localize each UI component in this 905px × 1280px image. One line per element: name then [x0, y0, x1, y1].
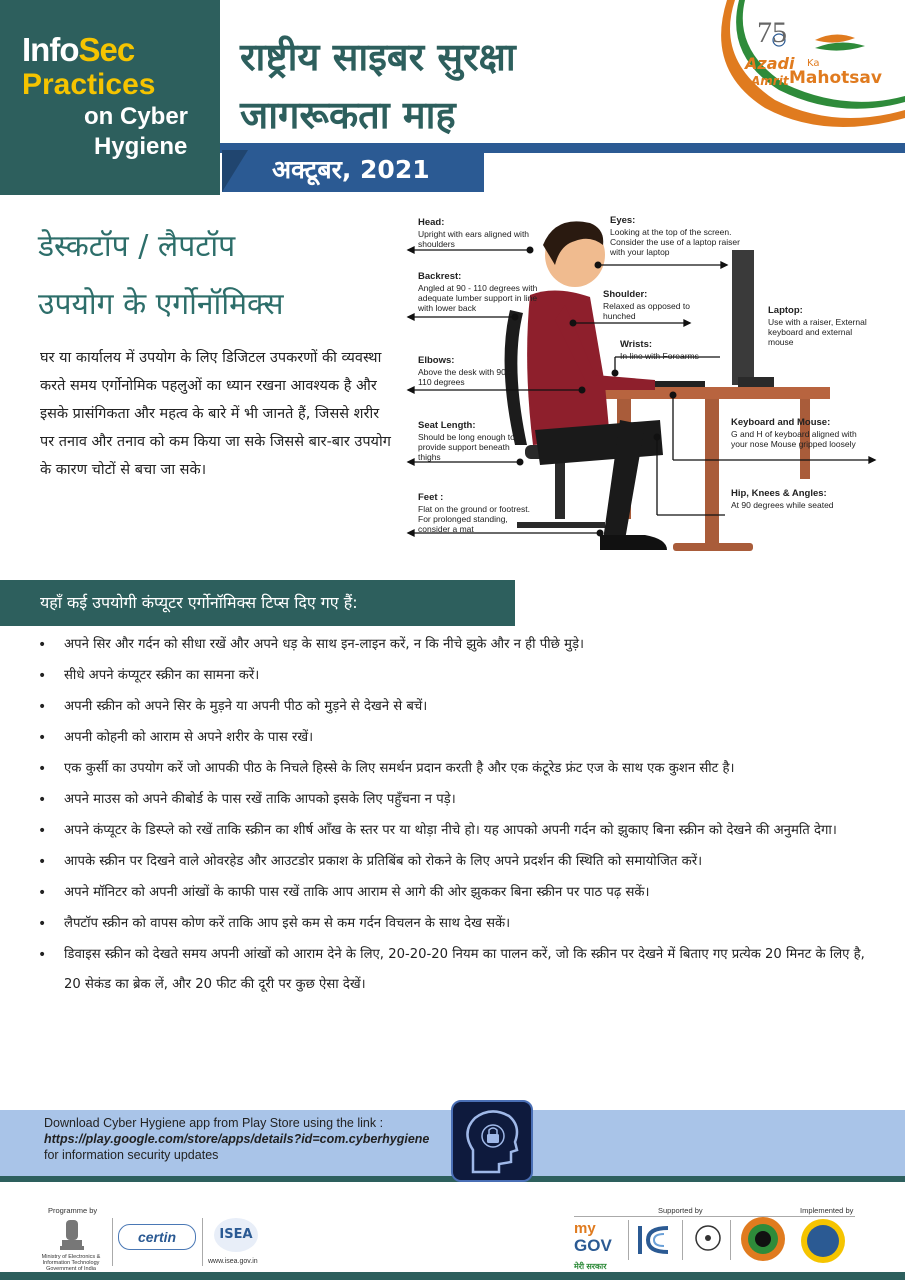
- isea-logo: ISEA: [214, 1218, 258, 1252]
- list-item: • अपने सिर और गर्दन को सीधा रखें और अपने धड़ के साथ इन-लाइन करें, न कि नीचे झुके और न ही पीछे मुड़े।: [38, 630, 878, 660]
- logo-divider: [112, 1218, 113, 1266]
- list-item: • एक कुर्सी का उपयोग करें जो आपकी पीठ के निचले हिस्से के लिए समर्थन प्रदान करती है और एक कंटूरेड फ्रंट एज के साथ एक कुशन सीट है।: [38, 754, 878, 784]
- ergonomics-diagram: [405, 205, 905, 565]
- download-line-suffix: for information security updates: [44, 1148, 219, 1162]
- ic-logo-icon: [634, 1220, 678, 1260]
- tips-banner-text: यहाँ कई उपयोगी कंप्यूटर एर्गोनॉमिक्स टिप्स दिए गए हैं:: [40, 593, 358, 612]
- head-lock-icon: [453, 1102, 531, 1180]
- page-title-line1: राष्ट्रीय साइबर सुरक्षा: [240, 35, 516, 79]
- list-item: • आपके स्क्रीन पर दिखने वाले ओवरहेड और आउटडोर प्रकाश के प्रतिबिंब को रोकने के लिए अपने प्रदर्शन की स्थिति को समायोजित करें।: [38, 847, 878, 877]
- label-head: Head: Upright with ears aligned with shoulders: [418, 217, 530, 249]
- logo-amrit: Amrit: [751, 74, 789, 88]
- mygov-my: my: [574, 1220, 596, 1237]
- list-item: • डिवाइस स्क्रीन को देखते समय अपनी आंखों को आराम देने के लिए, 20-20-20 नियम का पालन करें, जो कि स्क्रीन पर देखने में बिताए गए प्रत्येक 20 मिनट के लिए है, 20 सेकंड का ब्रेक लें, और 20 फीट की दूरी पर कुछ ऐसा देखें।: [38, 940, 878, 1000]
- page-title-line2: जागरूकता माह: [240, 93, 456, 137]
- mygov-sub: मेरी सरकार: [574, 1262, 607, 1271]
- cyber-suraksha-badge-icon: [738, 1214, 788, 1264]
- label-laptop: Laptop: Use with a raiser, External keyboard and external mouse: [768, 305, 867, 347]
- label-hip-knees: Hip, Knees & Angles: At 90 degrees while seated: [731, 488, 834, 510]
- programme-by-label: Programme by: [48, 1206, 98, 1215]
- infosec-brand-box: [0, 0, 220, 195]
- section-heading: [38, 218, 398, 334]
- section-heading-line1: डेस्कटॉप / लैपटॉप: [38, 229, 236, 264]
- tips-list: [38, 630, 878, 1001]
- bottom-bar: [0, 1272, 905, 1280]
- brand-practices: Practices: [22, 68, 156, 101]
- certin-logo: certin: [118, 1224, 196, 1250]
- emblem-small-icon: [690, 1220, 726, 1260]
- tips-banner-cutout: [515, 580, 905, 626]
- date-banner: अक्टूबर, 2021: [222, 150, 484, 192]
- cyber-hygiene-app-icon[interactable]: [451, 1100, 533, 1182]
- brand-infosec: InfoSec: [22, 31, 135, 68]
- label-elbows: Elbows: Above the desk with 90 - 110 degrees: [418, 355, 512, 387]
- logo-ka: Ka: [807, 58, 820, 69]
- list-item: • अपने कंप्यूटर के डिस्प्ले को रखें ताकि स्क्रीन का शीर्ष आँख के स्तर पर या थोड़ा नीचे हो। यह आपको अपनी गर्दन को झुकाए बिना स्क्रीन को देखने की अनुमति देगा।: [38, 816, 878, 846]
- page-title: [240, 28, 680, 144]
- logo-75: 75: [757, 16, 787, 49]
- logo-divider: [682, 1220, 683, 1260]
- partner-logos: [0, 1200, 905, 1280]
- label-feet: Feet : Flat on the ground or footrest. For prolonged standing, consider a mat: [418, 492, 530, 534]
- label-shoulder: Shoulder: Relaxed as opposed to hunched: [603, 289, 690, 321]
- list-item: • अपने मॉनिटर को अपनी आंखों के काफी पास रखें ताकि आप आराम से आगे की ओर झुककर बिना स्क्रीन पर पाठ पढ़ सकें।: [38, 878, 878, 908]
- section-heading-line2: उपयोग के एर्गोनॉमिक्स: [38, 287, 284, 322]
- list-item: • अपनी स्क्रीन को अपने सिर के मुड़ने या अपनी पीठ को मुड़ने से देखने से बचें।: [38, 692, 878, 722]
- label-eyes: Eyes: Looking at the top of the screen. Consider the use of a laptop raiser with your laptop: [610, 215, 740, 257]
- list-item: • अपनी कोहनी को आराम से अपने शरीर के पास रखें।: [38, 723, 878, 753]
- azadi-ka-amrit-mahotsav-logo: [715, 0, 905, 130]
- logo-divider: [628, 1220, 629, 1260]
- implemented-by-label: Implemented by: [800, 1206, 854, 1215]
- brand-on-cyber: on Cyber: [84, 103, 189, 130]
- intro-paragraph: घर या कार्यालय में उपयोग के लिए डिजिटल उपकरणों की व्यवस्था करते समय एर्गोनोमिक पहलुओं का ध्यान रखना आवश्यक है और इसके प्रासंगिकता और महत्व के बारे में भी जानते हैं, जिससे शरीर पर तनाव और तनाव को कम किया जा सके जिससे बार-बार उपयोग के कारण चोटों से बचा जा सके।: [40, 350, 391, 478]
- label-seat-length: Seat Length: Should be long enough to provide support beneath thighs: [418, 420, 515, 462]
- play-store-link[interactable]: https://play.google.com/store/apps/details?id=com.cyberhygiene: [44, 1132, 430, 1146]
- logo-divider: [730, 1220, 731, 1260]
- ministry-text: Ministry of Electronics & Information Technology Government of India: [41, 1254, 101, 1272]
- isea-url: www.isea.gov.in: [208, 1258, 258, 1265]
- supported-by-label: Supported by: [658, 1206, 703, 1215]
- logo-mahotsav: Mahotsav: [789, 68, 882, 88]
- label-backrest: Backrest: Angled at 90 - 110 degrees with adequate lumber support in line with lower back: [418, 271, 538, 313]
- list-item: • अपने माउस को अपने कीबोर्ड के पास रखें ताकि आपको इसके लिए पहुँचना न पड़े।: [38, 785, 878, 815]
- emblem-icon: [52, 1216, 92, 1256]
- list-item: • सीधे अपने कंप्यूटर स्क्रीन का सामना करें।: [38, 661, 878, 691]
- cdac-badge-icon: [798, 1216, 848, 1266]
- tips-banner: [0, 580, 905, 626]
- label-wrists: Wrists: In line with Forearms: [620, 339, 699, 361]
- list-item: • लैपटॉप स्क्रीन को वापस कोण करें ताकि आप इसे कम से कम गर्दन विचलन के साथ देख सकें।: [38, 909, 878, 939]
- label-keyboard-mouse: Keyboard and Mouse: G and H of keyboard aligned with your nose Mouse gripped loosely: [731, 417, 857, 449]
- mygov-gov: GOV: [574, 1236, 612, 1255]
- mygov-logo: [574, 1220, 612, 1274]
- logo-azadi: Azadi: [745, 54, 795, 73]
- brand-hygiene: Hygiene: [94, 133, 188, 160]
- download-text: [44, 1115, 464, 1163]
- download-line: Download Cyber Hygiene app from Play Store using the link :: [44, 1116, 384, 1130]
- logo-divider: [202, 1218, 203, 1266]
